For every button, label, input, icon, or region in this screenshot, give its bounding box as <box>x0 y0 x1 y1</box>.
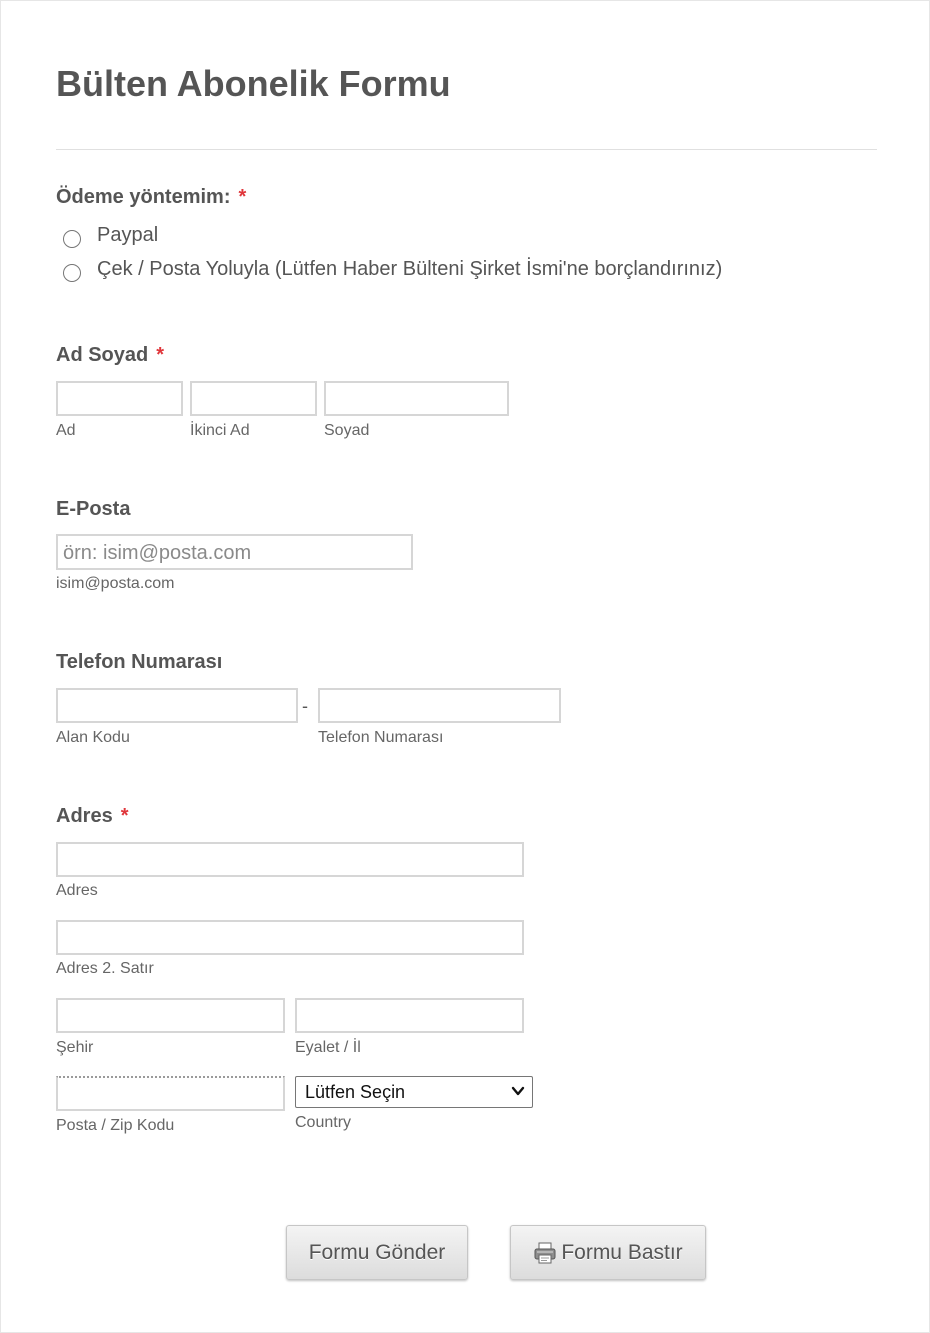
paypal-radio-label[interactable]: Paypal <box>97 224 159 246</box>
address-label-text: Adres <box>56 805 113 827</box>
first-name-sublabel: Ad <box>56 422 76 439</box>
title-divider <box>56 149 877 150</box>
paypal-radio[interactable] <box>63 230 81 248</box>
phone-label-text: Telefon Numarası <box>56 651 223 673</box>
address-line1-sublabel: Adres <box>56 882 98 899</box>
state-input[interactable] <box>295 998 524 1033</box>
email-label-text: E-Posta <box>56 498 131 520</box>
last-name-input[interactable] <box>324 381 509 416</box>
phone-number-input[interactable] <box>318 688 561 723</box>
submit-button[interactable] <box>286 1225 468 1280</box>
city-sublabel: Şehir <box>56 1039 94 1056</box>
address-line1-input[interactable] <box>56 842 524 877</box>
address-line2-input[interactable] <box>56 920 524 955</box>
full-name-label <box>56 344 164 367</box>
phone-number-sublabel: Telefon Numarası <box>318 729 444 746</box>
phone-label <box>56 651 222 674</box>
country-select-value: Lütfen Seçin <box>305 1082 406 1102</box>
country-sublabel: Country <box>295 1114 352 1131</box>
form-title: Bülten Abonelik Formu <box>56 63 451 104</box>
required-mark: * <box>238 186 247 208</box>
phone-separator: - <box>302 696 308 716</box>
address-line2-sublabel: Adres 2. Satır <box>56 960 154 977</box>
required-mark: * <box>156 344 165 366</box>
area-code-sublabel: Alan Kodu <box>56 729 130 746</box>
submit-button-label: Formu Gönder <box>308 1240 446 1264</box>
payment-method-label <box>56 186 246 209</box>
first-name-input[interactable] <box>56 381 183 416</box>
email-label <box>56 498 130 521</box>
last-name-sublabel: Soyad <box>324 422 370 439</box>
required-mark: * <box>120 805 129 827</box>
middle-name-input[interactable] <box>190 381 317 416</box>
payment-method-label-text: Ödeme yöntemim: <box>56 186 231 208</box>
email-hint: isim@posta.com <box>56 575 175 592</box>
state-sublabel: Eyalet / İl <box>295 1039 361 1056</box>
city-input[interactable] <box>56 998 285 1033</box>
email-placeholder: örn: isim@posta.com <box>63 542 252 564</box>
print-button[interactable] <box>510 1225 706 1280</box>
address-label <box>56 805 129 828</box>
zip-code-input[interactable] <box>56 1076 285 1111</box>
email-field[interactable] <box>56 534 413 570</box>
country-select[interactable] <box>295 1076 533 1108</box>
printer-icon <box>533 1241 557 1265</box>
check-radio[interactable] <box>63 264 81 282</box>
zip-code-sublabel: Posta / Zip Kodu <box>56 1117 175 1134</box>
area-code-input[interactable] <box>56 688 298 723</box>
check-radio-label[interactable]: Çek / Posta Yoluyla (Lütfen Haber Bülteni Şirket İsmi'ne borçlandırınız) <box>97 258 723 280</box>
print-button-label: Formu Bastır <box>561 1240 683 1264</box>
full-name-label-text: Ad Soyad <box>56 344 149 366</box>
middle-name-sublabel: İkinci Ad <box>190 422 250 439</box>
chevron-down-icon <box>510 1082 526 1100</box>
